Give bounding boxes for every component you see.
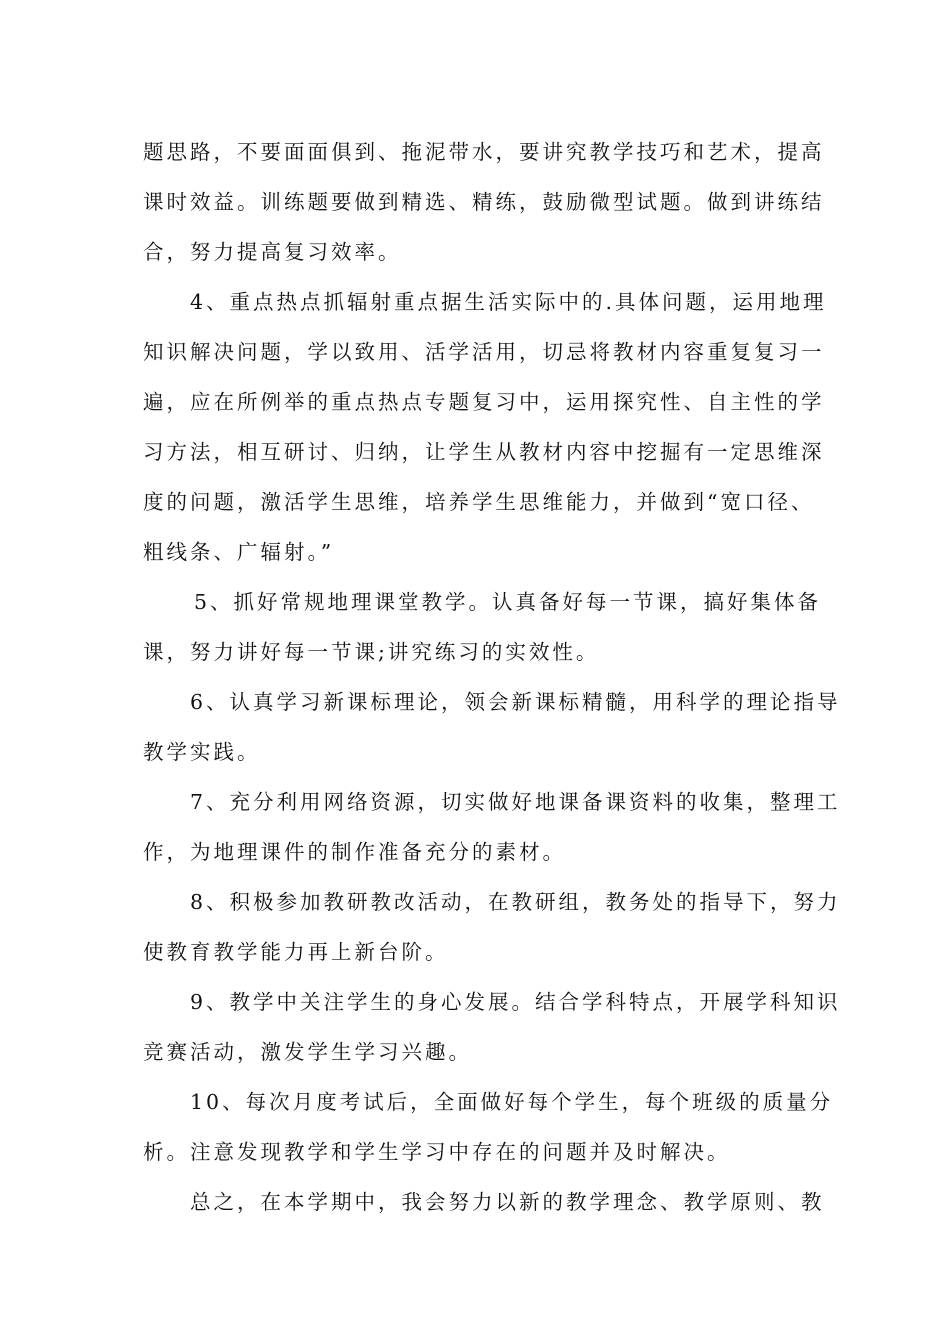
- text-line: 总之，在本学期中，我会努力以新的教学理念、教学原则、教: [190, 1190, 825, 1214]
- text-line: 析。注意发现教学和学生学习中存在的问题并及时解决。: [143, 1140, 731, 1164]
- text-line: 10、每次月度考试后，全面做好每个学生，每个班级的质量分: [190, 1090, 834, 1114]
- text-line: 知识解决问题，学以致用、活学活用，切忌将教材内容重复复习一: [143, 340, 825, 364]
- text-line: 9、教学中关注学生的身心发展。结合学科特点，开展学科知识: [190, 990, 841, 1014]
- text-line: 8、积极参加教研教改活动，在教研组，教务处的指导下，努力: [190, 890, 841, 914]
- text-line: 合，努力提高复习效率。: [143, 240, 402, 264]
- text-line: 7、充分利用网络资源，切实做好地课备课资料的收集，整理工: [190, 790, 841, 814]
- text-line: 作，为地理课件的制作准备充分的素材。: [143, 840, 566, 864]
- text-line: 遍，应在所例举的重点热点专题复习中，运用探究性、自主性的学: [143, 390, 825, 414]
- text-line: 4、重点热点抓辐射重点据生活实际中的.具体问题，运用地理: [190, 290, 827, 314]
- text-line: 课时效益。训练题要做到精选、精练，鼓励微型试题。做到讲练结: [143, 190, 825, 214]
- text-line: 6、认真学习新课标理论，领会新课标精髓，用科学的理论指导: [190, 690, 841, 714]
- text-line: 粗线条、广辐射。”: [143, 540, 335, 564]
- text-line: 课，努力讲好每一节课;讲究练习的实效性。: [143, 640, 600, 664]
- text-line: 使教育教学能力再上新台阶。: [143, 940, 449, 964]
- text-line: 竞赛活动，激发学生学习兴趣。: [143, 1040, 472, 1064]
- text-line: 5、抓好常规地理课堂教学。认真备好每一节课，搞好集体备: [194, 590, 822, 614]
- text-line: 习方法，相互研讨、归纳，让学生从教材内容中挖掘有一定思维深: [143, 440, 825, 464]
- text-line: 题思路，不要面面俱到、拖泥带水，要讲究教学技巧和艺术，提高: [143, 140, 825, 164]
- text-line: 度的问题，激活学生思维，培养学生思维能力，并做到“宽口径、: [143, 490, 815, 514]
- text-line: 教学实践。: [143, 740, 261, 764]
